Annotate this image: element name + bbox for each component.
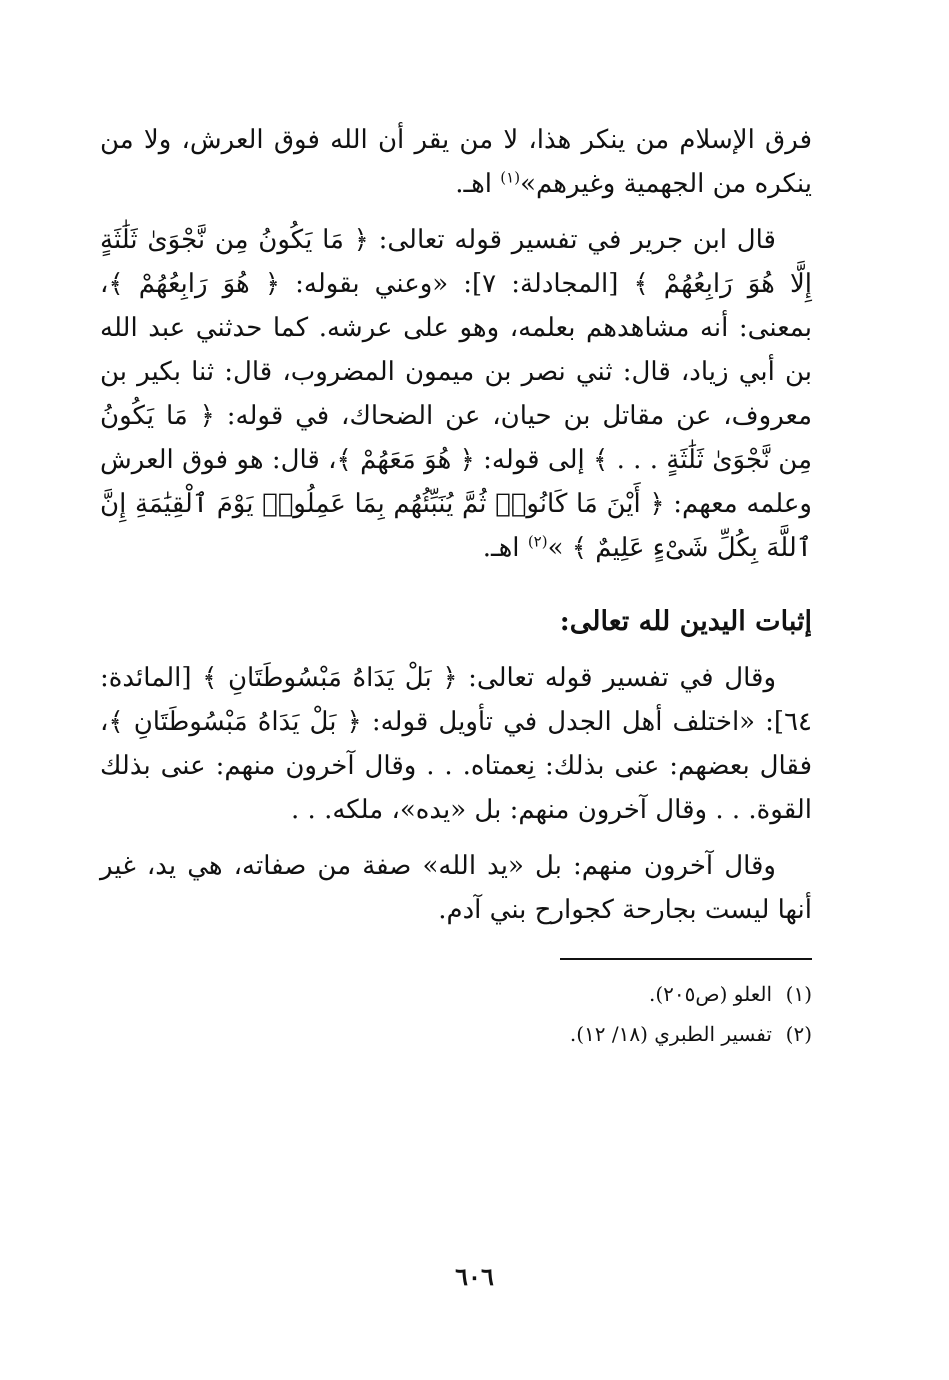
paragraph-text: اهـ. xyxy=(455,169,501,199)
quran-verse: ﴿ بَلْ يَدَاهُ مَبْسُوطَتَانِ ﴾ xyxy=(108,707,362,737)
paragraph-text: إلى قوله: xyxy=(474,445,594,475)
quran-verse: ﴿ مَا يَكُونُ مِن نَّجْوَىٰ ثَلَٰثَةٍ . . . ﴾ xyxy=(100,401,813,475)
paragraph-text: [المائدة: ٦٤]: «اختلف أهل الجدل في تأويل قوله: xyxy=(100,663,813,737)
paragraph-4: وقال آخرون منهم: بل «يد الله» صفة من صفاته، هي يد، غير أنها ليست بجارحة كجوارح بني آدم. xyxy=(100,851,812,925)
page-body xyxy=(100,118,812,1054)
footnote-ref-2[interactable]: (٢) xyxy=(527,532,548,551)
footnote-number: (٢) xyxy=(785,1022,812,1046)
paragraph-text: قال ابن جرير في تفسير قوله تعالى: xyxy=(368,225,776,255)
quran-verse: ﴿ هُوَ مَعَهُمْ ﴾ xyxy=(336,445,475,475)
footnote-2 xyxy=(100,1014,812,1054)
footnote-ref-1[interactable]: (١) xyxy=(500,168,521,187)
paragraph-text: وقال في تفسير قوله تعالى: xyxy=(457,663,776,693)
paragraph-text: [المجادلة: ٧]: «وعني بقوله: xyxy=(280,269,634,299)
paragraph-2 xyxy=(100,218,812,570)
paragraph-1 xyxy=(100,118,812,206)
paragraph-text: ، بمعنى: أنه مشاهدهم بعلمه، وهو على عرشه. كما حدثني عبد الله بن أبي زياد، قال: ثني نصر بن ميمون المضروب، قال: ثنا بكير بن معروف، عن مقاتل بن حيان، عن الضحاك، في قوله: xyxy=(100,269,813,431)
paragraph-text: » xyxy=(547,533,572,563)
footnote-text: تفسير الطبري (١٨/ ١٢). xyxy=(569,1022,772,1046)
paragraph-3 xyxy=(100,656,812,832)
paragraph-text: اهـ. xyxy=(482,533,528,563)
quran-verse: ﴿ مَا يَكُونُ مِن نَّجْوَىٰ ثَلَٰثَةٍ إِلَّا هُوَ رَابِعُهُمْ ﴾ xyxy=(100,225,812,299)
page-number: ٦٠٦ xyxy=(455,1262,494,1291)
quran-verse: ﴿ أَيْنَ مَا كَانُوا۟ ثُمَّ يُنَبِّئُهُم بِمَا عَمِلُوا۟ يَوْمَ ٱلْقِيَٰمَةِ إِنَّ ٱللَّهَ بِكُلِّ شَىْءٍ عَلِيمٌ ﴾ xyxy=(100,489,812,563)
section-heading: إثبات اليدين لله تعالى: xyxy=(559,606,812,637)
footnote-1 xyxy=(100,974,812,1014)
paragraph-text: فرق الإسلام من ينكر هذا، لا من يقر أن الله فوق العرش، ولا من ينكره من الجهمية وغيرهم» xyxy=(100,125,812,199)
quran-verse: ﴿ بَلْ يَدَاهُ مَبْسُوطَتَانِ ﴾ xyxy=(202,663,458,693)
footnote-divider xyxy=(560,958,812,960)
paragraph-text: ، قال: هو فوق العرش وعلمه معهم: xyxy=(100,445,812,519)
footnote-number: (١) xyxy=(785,982,812,1006)
footnote-text: العلو (ص٢٠٥). xyxy=(649,982,772,1006)
quran-verse: ﴿ هُوَ رَابِعُهُمْ ﴾ xyxy=(108,269,281,299)
paragraph-text: ، فقال بعضهم: عنى بذلك: نِعمتاه. . . وقال آخرون منهم: عنى بذلك القوة. . . وقال آخرون منهم: بل «يده»، ملكه. . . xyxy=(100,707,812,825)
